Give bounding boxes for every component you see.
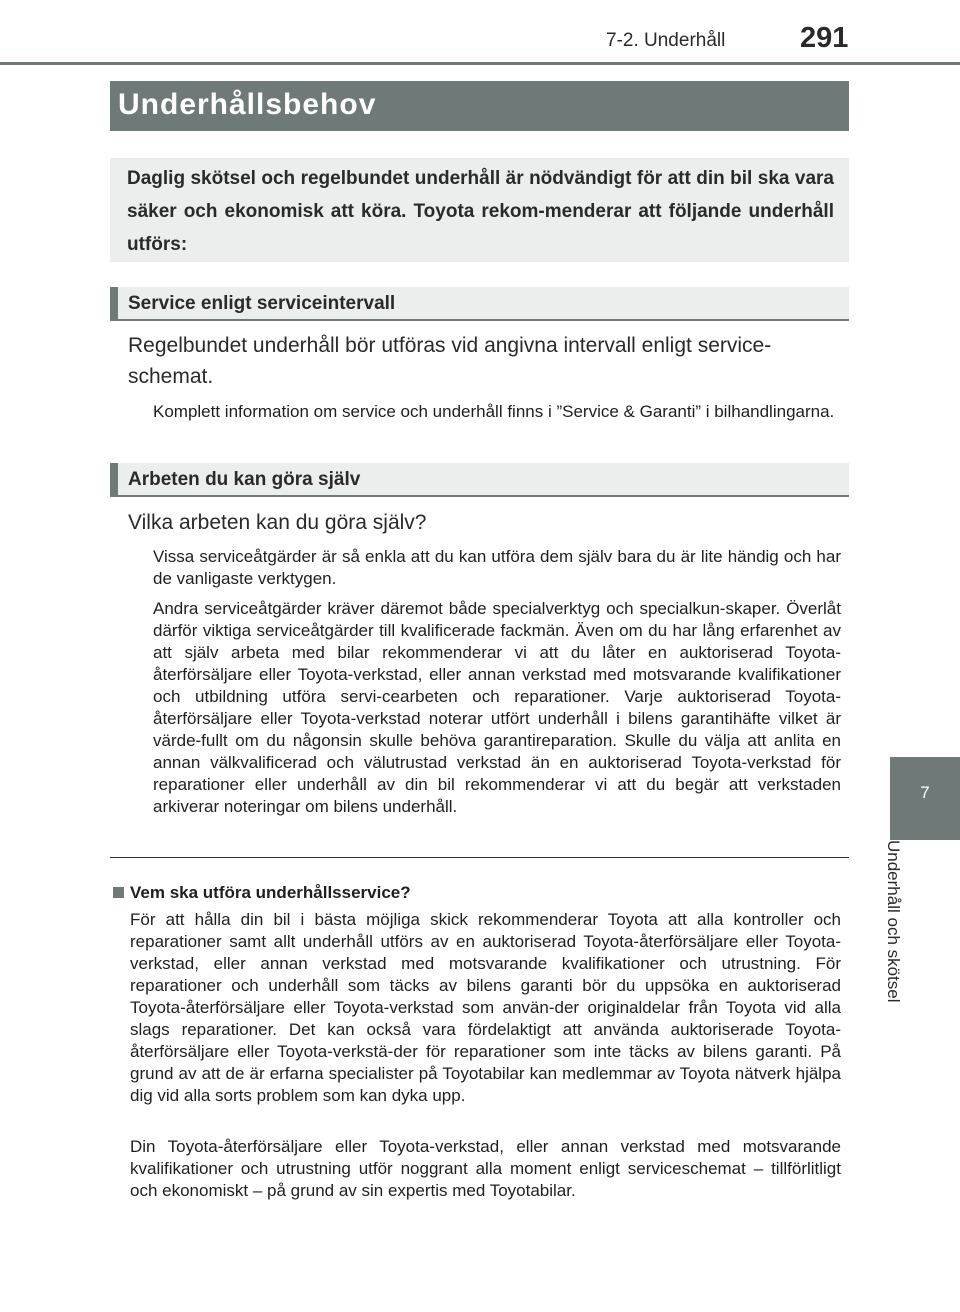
paragraph: Komplett information om service och underhåll finns i ”Service & Garanti” i bilhandlingarna. [153, 402, 835, 421]
divider [110, 857, 849, 858]
intro-text: Daglig skötsel och regelbundet underhåll är nödvändigt för att din bil ska vara säker och ekonomisk att köra. Toyota rekom-menderar att följande underhåll utförs: [127, 168, 834, 255]
note-title: Vem ska utföra underhållsservice? [130, 883, 411, 902]
intro-box [110, 158, 849, 262]
header-rule [0, 62, 960, 65]
section-heading-service [110, 287, 849, 321]
section-lead-diy: Vilka arbeten kan du göra själv? [128, 511, 427, 534]
note-paragraph: För att hålla din bil i bästa möjliga skick rekommenderar Toyota att alla kontroller och reparationer samt allt underhåll utförs av en auktoriserad Toyota-återförsäljare eller Toyota-verkstad, eller annan verkstad med motsvarande kvalifikationer och utrustning. För reparationer och underhåll som täcks av bilens garanti bör du uppsöka en auktoriserad Toyota-återförsäljare eller Toyota-verkstad som använ-der originaldelar från Toyota vid alla slags reparationer. Det kan också vara fördelaktigt att använda auktoriserade Toyota-återförsäljare eller Toyota-verkstä-der för reparationer som inte täcks av bilens garanti. På grund av att de är erfarna specialister på Toyotabilar kan medlemmar av Toyota nätverk hjälpa dig vid alla sorts problem som kan dyka upp. [130, 910, 841, 1105]
page-title-bar [110, 81, 849, 131]
page-number: 291 [800, 22, 849, 54]
paragraph: Vissa serviceåtgärder är så enkla att du kan utföra dem själv bara du är lite händig och har de vanligaste verktygen. [153, 547, 841, 588]
chapter-number: 7 [920, 783, 930, 802]
section-heading-diy [110, 463, 849, 497]
paragraph: Andra serviceåtgärder kräver däremot både specialverktyg och specialkun-skaper. Överlåt därför viktiga serviceåtgärder till kvalificerade fackmän. Även om du har lång erfarenhet av att själv arbeta med bilar rekommenderar vi att du låter en auktoriserad Toyota-återförsäljare eller Toyota-verkstad, eller annan verkstad med motsvarande kvalifikationer och utbildning utföra servi-cearbeten och reparationer. Varje auktoriserad Toyota-återförsäljare eller Toyota-verkstad noterar utfört underhåll i bilens garantihäfte vilket är värde-fullt om du någonsin skulle behöva garantireparation. Skulle du välja att anlita en annan välkvalificerad och välutrustad verkstad än en auktoriserad Toyota-verkstad för reparationer eller underhåll av din bil rekommenderar vi att du begär att verkstaden arkiverar noteringar om bilens underhåll. [153, 599, 841, 816]
note-paragraph: Din Toyota-återförsäljare eller Toyota-verkstad, eller annan verkstad med motsvarande kvalifikationer och utrustning utför noggrant alla moment enligt serviceschemat – tillförlitligt och ekonomiskt – på grund av sin expertis med Toyotabilar. [130, 1137, 841, 1200]
section-heading-text: Service enligt serviceintervall [128, 293, 396, 314]
page-title: Underhållsbehov [118, 88, 377, 121]
section-heading-text: Arbeten du kan göra själv [128, 469, 361, 490]
square-bullet-icon [113, 887, 124, 898]
section-lead-service: Regelbundet underhåll bör utföras vid angivna intervall enligt service-schemat. [128, 334, 772, 388]
running-header-section: 7-2. Underhåll [606, 30, 726, 51]
chapter-title: Underhåll och skötsel [884, 840, 903, 1003]
chapter-title-vertical [884, 840, 925, 1070]
chapter-tab [890, 757, 960, 840]
